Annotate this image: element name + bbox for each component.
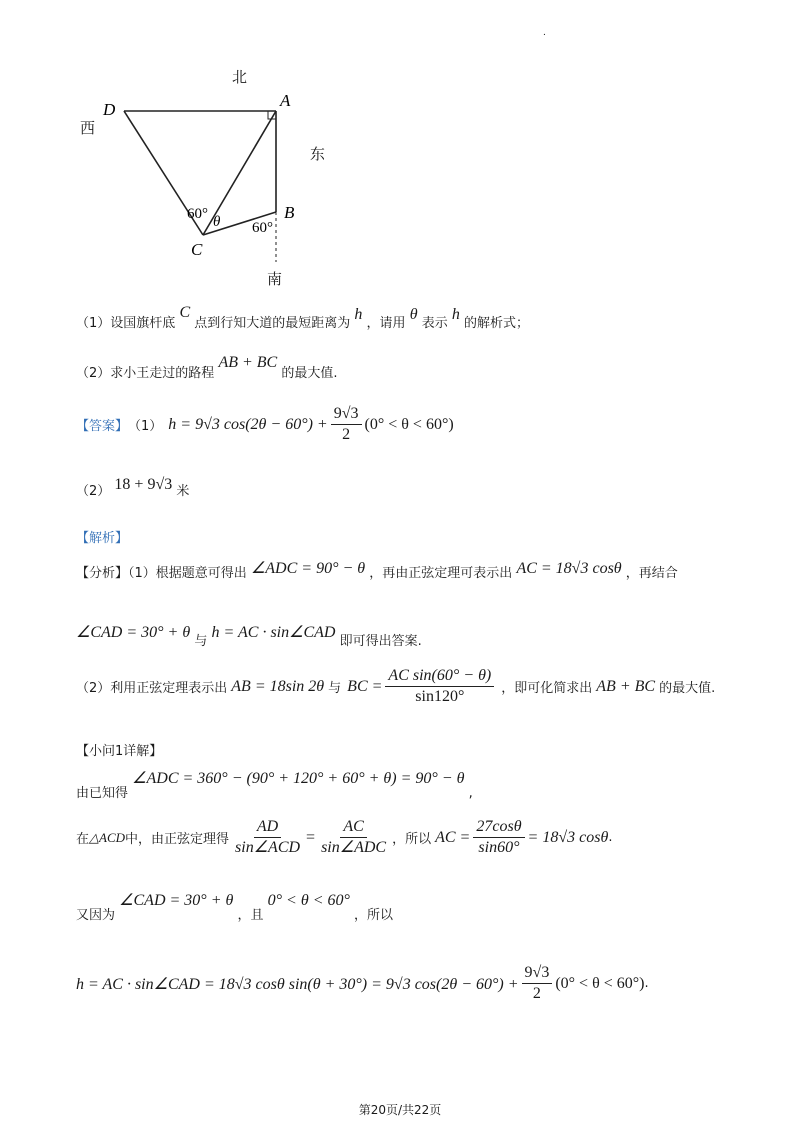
detail-d4: . xyxy=(644,976,649,991)
answer-frac-den: 2 xyxy=(342,426,351,443)
detail-frac2-num: AC xyxy=(340,818,366,838)
analysis-e6-fraction xyxy=(385,667,494,706)
detail-d3c: ，所以 xyxy=(354,908,394,923)
label-north: 北 xyxy=(232,68,248,86)
analysis-line-2 xyxy=(76,622,422,649)
q1-text-1: 设国旗杆底 xyxy=(110,316,176,331)
analysis-tag: 【解析】 xyxy=(76,531,129,546)
analysis-g1: （2）利用正弦定理表示出 xyxy=(76,681,228,696)
analysis-line-1 xyxy=(76,562,678,582)
detail-d2a: 在 xyxy=(76,832,90,847)
analysis-g2: 与 xyxy=(328,681,342,696)
detail-frac1-den: sin∠ACD xyxy=(235,839,301,856)
point-C: C xyxy=(191,240,203,259)
analysis-f1: （1）根据题意可得出 xyxy=(128,566,247,581)
analysis-f5: 即可得出答案. xyxy=(339,634,422,649)
q2-expr: AB + BC xyxy=(218,354,278,371)
q1-var-C: C xyxy=(179,304,191,321)
analysis-e3: ∠CAD = 30° + θ xyxy=(76,624,191,641)
detail-line-3 xyxy=(76,890,394,923)
answer-2 xyxy=(76,476,190,500)
angle-B-60: 60° xyxy=(252,220,273,236)
detail-d2c: ，所以 xyxy=(392,832,432,847)
detail-frac-1 xyxy=(232,818,303,857)
point-D: D xyxy=(103,100,116,119)
detail-d3a: 又因为 xyxy=(76,908,116,923)
detail-d2d: . xyxy=(608,830,613,845)
answer-range: (0° < θ < 60°) xyxy=(364,415,454,433)
geometry-diagram xyxy=(0,0,800,300)
answer-part1-num: （1） xyxy=(128,419,163,434)
corner-dot: . xyxy=(543,28,546,38)
detail-e5b: (0° < θ < 60°) xyxy=(555,974,645,992)
detail-eq: = xyxy=(306,828,316,846)
q1-text-3: ，请用 xyxy=(366,316,406,331)
label-west: 西 xyxy=(80,119,96,137)
detail-e2a: AC = xyxy=(435,828,471,846)
answer-part2-num: （2） xyxy=(76,484,111,499)
q1-num: （1） xyxy=(76,316,111,331)
detail-frac-4 xyxy=(522,964,553,1003)
label-south: 南 xyxy=(267,270,283,288)
analysis-e7: AB + BC xyxy=(596,677,656,695)
angle-C-60: 60° xyxy=(187,206,208,222)
q1-var-h: h xyxy=(354,306,363,323)
analysis-g4: 的最大值. xyxy=(659,681,716,696)
detail-line-2 xyxy=(76,818,612,857)
angle-theta: θ xyxy=(213,214,221,230)
detail-frac4-num: 9√3 xyxy=(522,964,553,984)
detail-e4: 0° < θ < 60° xyxy=(267,892,350,909)
detail-d1: 由已知得 xyxy=(76,786,129,801)
answer-part2-unit: 米 xyxy=(176,484,190,499)
detail-e2b: = 18√3 cosθ xyxy=(527,828,609,846)
question-1 xyxy=(76,304,530,332)
detail-frac2-den: sin∠ADC xyxy=(321,839,387,856)
answer-tag: 【答案】 xyxy=(76,419,129,434)
detail-d1b: , xyxy=(468,786,473,801)
analysis-f2: ，再由正弦定理可表示出 xyxy=(369,566,513,581)
fenxi-tag: 【分析】 xyxy=(76,566,129,581)
detail-e1: ∠ADC = 360° − (90° + 120° + 60° + θ) = 90° − θ xyxy=(132,770,465,787)
answer-1 xyxy=(76,405,454,444)
analysis-g3: ，即可化简求出 xyxy=(501,681,593,696)
answer-fraction xyxy=(331,405,362,444)
q2-num: （2） xyxy=(76,366,111,381)
detail-frac3-num: 27cosθ xyxy=(473,818,524,838)
point-B: B xyxy=(284,203,295,222)
detail-frac3-den: sin60° xyxy=(478,839,520,856)
detail-line-1 xyxy=(76,768,473,801)
q2-text-1: 求小王走过的路程 xyxy=(110,366,215,381)
analysis-e6: BC = xyxy=(347,677,383,695)
answer-part2-value: 18 + 9√3 xyxy=(114,476,173,493)
analysis-e5: AB = 18sin 2θ xyxy=(231,677,325,695)
q1-text-5: 的解析式； xyxy=(464,316,530,331)
answer-frac-num: 9√3 xyxy=(331,405,362,425)
detail-line-4 xyxy=(76,964,649,1003)
label-east: 东 xyxy=(310,145,326,163)
q1-text-4: 表示 xyxy=(421,316,448,331)
detail-e3: ∠CAD = 30° + θ xyxy=(119,892,234,909)
detail-frac4-den: 2 xyxy=(532,985,541,1002)
analysis-e2: AC = 18√3 cosθ xyxy=(516,560,622,577)
analysis-e6-den: sin120° xyxy=(415,688,465,705)
analysis-e1: ∠ADC = 90° − θ xyxy=(250,560,366,577)
detail-tag: 【小问1详解】 xyxy=(76,744,163,759)
detail-frac-3 xyxy=(473,818,524,857)
question-2 xyxy=(76,354,338,382)
page-number: 第20页/共22页 xyxy=(358,1103,442,1117)
detail-d2b: 中，由正弦定理得 xyxy=(125,832,230,847)
analysis-f4: 与 xyxy=(194,634,208,649)
detail-frac-2 xyxy=(318,818,389,857)
answer-h-expr: h = 9√3 cos(2θ − 60°) + xyxy=(168,415,328,433)
detail-e5: h = AC · sin∠CAD = 18√3 cosθ sin(θ + 30°) = 9√3 cos(2θ − 60°) + xyxy=(76,975,519,993)
point-A: A xyxy=(280,91,291,110)
analysis-line-3 xyxy=(76,667,715,706)
detail-d3b: ，且 xyxy=(237,908,264,923)
q2-text-2: 的最大值. xyxy=(281,366,338,381)
q1-var-h2: h xyxy=(451,306,460,323)
analysis-f3: ，再结合 xyxy=(625,566,678,581)
detail-frac1-num: AD xyxy=(254,818,281,838)
analysis-e4: h = AC · sin∠CAD xyxy=(211,624,336,641)
detail-triangle: △ACD xyxy=(89,829,126,845)
q1-var-theta: θ xyxy=(409,306,418,323)
analysis-e6-num: AC sin(60° − θ) xyxy=(385,667,494,687)
q1-text-2: 点到行知大道的最短距离为 xyxy=(194,316,351,331)
